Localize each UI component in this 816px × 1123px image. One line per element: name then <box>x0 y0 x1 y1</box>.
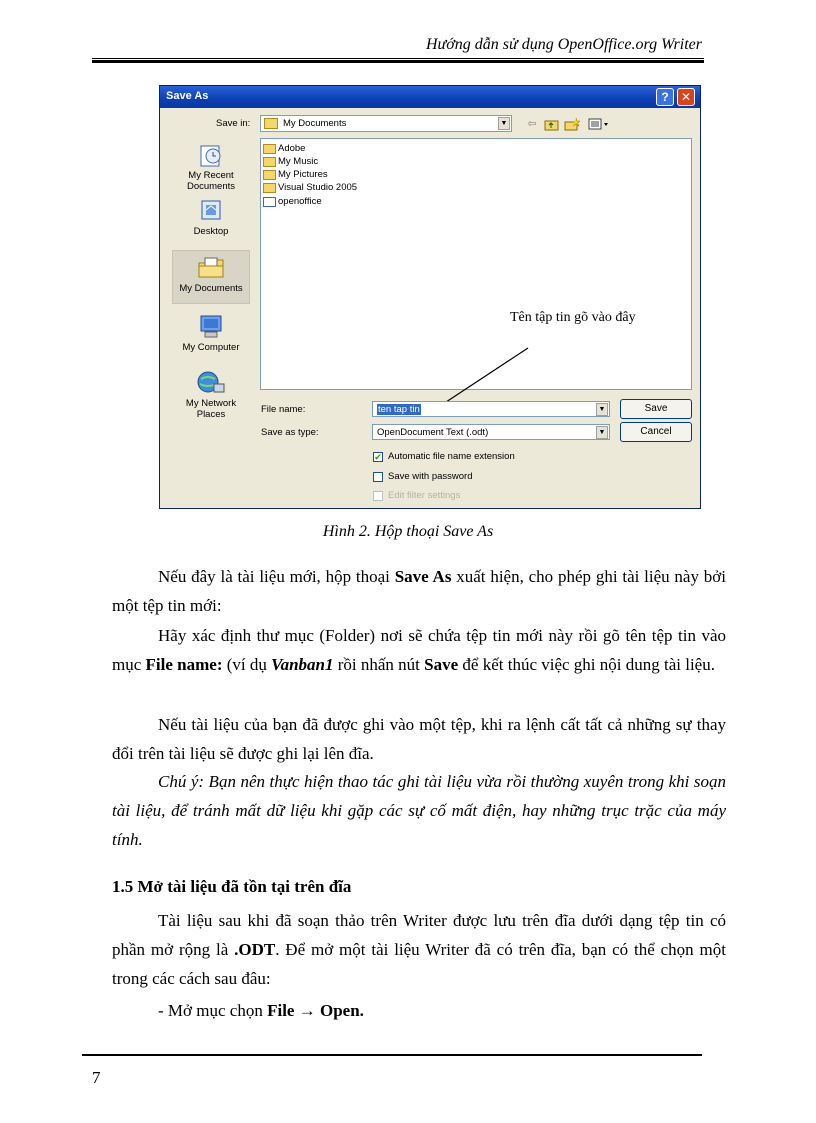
text: Tài liệu sau khi đã soạn thảo trên Writer được lưu trên đĩa dưới dạng tệp tin có phần mở rộng là <box>112 911 726 959</box>
checkmark-icon: ✔ <box>374 451 382 462</box>
footer-rule <box>82 1054 702 1056</box>
paragraph-5 <box>112 906 726 993</box>
bold-text: .ODT <box>234 940 276 959</box>
chevron-down-icon[interactable]: ▼ <box>596 426 608 439</box>
place-label: Desktop <box>193 226 229 237</box>
section-title: 1.5 Mở tài liệu đã tồn tại trên đĩa <box>112 877 352 896</box>
chevron-down-icon[interactable]: ▼ <box>498 117 510 130</box>
paragraph-1 <box>112 562 726 620</box>
bold-italic-text: Vanban1 <box>271 655 334 674</box>
dialog-title: Save As <box>166 90 209 102</box>
text: (ví dụ <box>222 655 272 674</box>
annotation-text: Tên tập tin gõ vào đây <box>510 310 636 325</box>
help-icon[interactable]: ? <box>656 88 674 106</box>
paragraph-note: Chú ý: Bạn nên thực hiện thao tác ghi tài liệu vừa rồi thường xuyên trong khi soạn tài liệu, để tránh mất dữ liệu khi gặp các sự cố mất điện, hay những trục trặc của máy tính. <box>112 772 726 849</box>
bold-text: Save <box>424 655 459 674</box>
place-label: My Documents <box>179 283 243 294</box>
back-icon[interactable]: ⇦ <box>527 118 537 130</box>
file-name-value: ten tap tin <box>378 404 420 415</box>
bold-text: Save As <box>394 567 452 586</box>
bold-text: File name: <box>145 655 223 674</box>
file-name-label: File name: <box>261 404 306 415</box>
page-number: 7 <box>92 1068 101 1087</box>
text: - Mở mục chọn <box>158 1001 268 1020</box>
save-button[interactable]: Save <box>620 399 692 419</box>
paragraph-3: Nếu tài liệu của bạn đã được ghi vào một tệp, khi ra lệnh cất tất cả những sự thay đổi trên tài liệu sẽ được ghi lại lên đĩa. <box>112 715 726 763</box>
paragraph-6 <box>112 996 726 1025</box>
option-label: Edit filter settings <box>388 490 461 501</box>
save-as-type-label: Save as type: <box>261 427 319 438</box>
paragraph-2 <box>112 621 726 679</box>
bold-text: File → Open. <box>267 1001 364 1020</box>
chevron-down-icon[interactable]: ▼ <box>596 403 608 416</box>
close-icon[interactable]: ✕ <box>677 88 695 106</box>
text: Hãy xác định thư mục (Folder) nơi sẽ chứa tệp tin mới này rồi gõ tên tệp tin vào mục <box>112 626 726 674</box>
text: Nếu đây là tài liệu mới, hộp thoại <box>158 567 395 586</box>
text: để kết thúc việc ghi nội dung tài liệu. <box>458 655 715 674</box>
file-name-input[interactable] <box>372 401 610 417</box>
file-name: My Music <box>278 156 319 167</box>
file-name: My Pictures <box>278 169 328 180</box>
edit-filter-settings-checkbox <box>373 490 460 504</box>
save-in-label: Save in: <box>216 118 251 129</box>
place-label: My Recent Documents <box>186 170 236 192</box>
annotation-arrow <box>160 86 700 506</box>
checkbox-icon <box>373 491 383 501</box>
auto-extension-checkbox[interactable] <box>373 451 515 465</box>
running-header: Hướng dẫn sử dụng OpenOffice.org Writer <box>425 36 702 53</box>
save-in-value: My Documents <box>283 118 347 129</box>
save-with-password-checkbox[interactable] <box>373 471 472 485</box>
cancel-button[interactable]: Cancel <box>620 422 692 442</box>
file-name: Adobe <box>278 143 306 154</box>
figure-caption: Hình 2. Hộp thoại Save As <box>322 523 494 540</box>
file-name: Visual Studio 2005 <box>278 182 358 193</box>
option-label: Automatic file name extension <box>388 451 515 462</box>
place-label: My Network Places <box>185 398 237 420</box>
header-rule <box>92 58 704 63</box>
text: rồi nhấn nút <box>333 655 425 674</box>
place-label: My Computer <box>182 342 240 353</box>
save-as-type-value: OpenDocument Text (.odt) <box>377 427 489 438</box>
file-name: openoffice <box>278 196 322 207</box>
save-as-dialog <box>159 85 701 509</box>
save-as-type-dropdown[interactable] <box>372 424 610 440</box>
option-label: Save with password <box>388 471 473 482</box>
checkbox-icon <box>373 472 383 482</box>
text: . Để mở một tài liệu Writer đã có trên đĩa, bạn có thể chọn một trong các cách sau đâu: <box>112 940 726 988</box>
text: xuất hiện, cho phép ghi tài liệu này bởi một tệp tin mới: <box>112 567 726 615</box>
